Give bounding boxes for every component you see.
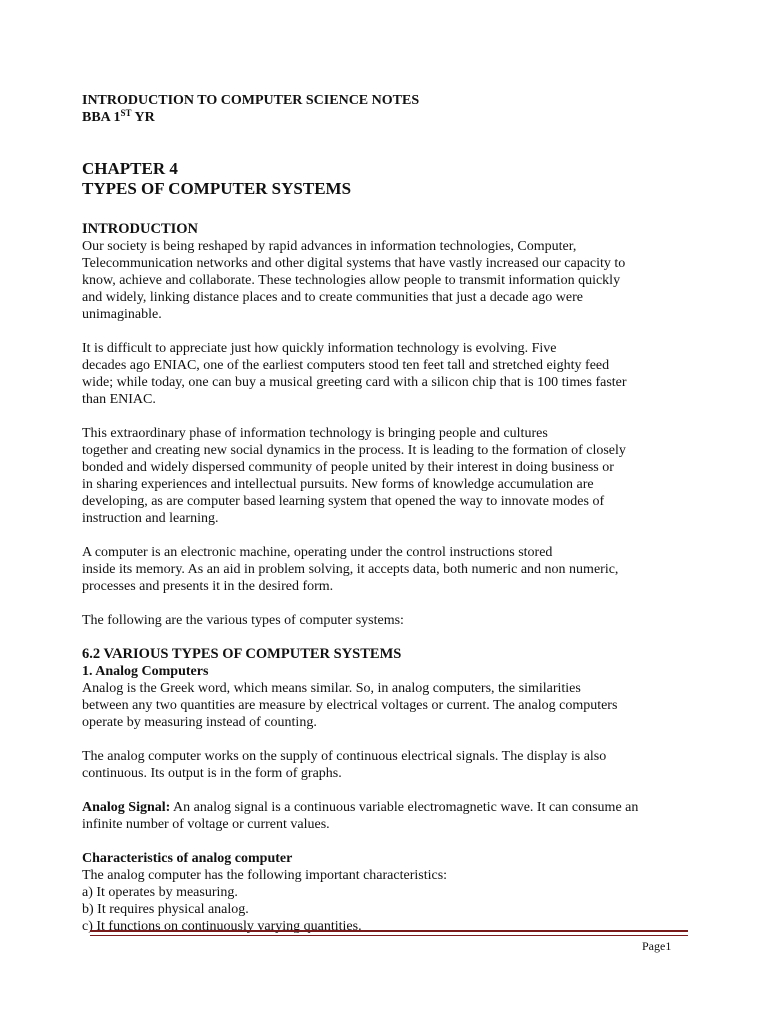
- text-line: instruction and learning.: [82, 511, 219, 526]
- text-line: together and creating new social dynamics in the process. It is leading to the formation of closely: [82, 443, 626, 458]
- text-line: than ENIAC.: [82, 392, 156, 407]
- list-item: c) It functions on continuously varying quantities.: [82, 919, 362, 934]
- text-line: This extraordinary phase of information technology is bringing people and cultures: [82, 426, 548, 441]
- page-number: Page1: [642, 939, 672, 953]
- text-line: Telecommunication networks and other digital systems that have vastly increased our capacity to: [82, 256, 626, 271]
- intro-paragraph: [82, 544, 712, 595]
- chapter-title: TYPES OF COMPUTER SYSTEMS: [82, 179, 352, 198]
- intro-paragraph: [82, 340, 712, 408]
- footer-rule: [90, 930, 688, 936]
- analog-computers-heading: 1. Analog Computers: [82, 664, 209, 679]
- intro-paragraph: [82, 425, 712, 527]
- text-line: Analog is the Greek word, which means similar. So, in analog computers, the similarities: [82, 681, 581, 696]
- text-line: A computer is an electronic machine, operating under the control instructions stored: [82, 545, 553, 560]
- section-paragraph: [82, 680, 712, 731]
- text-line: between any two quantities are measure by electrical voltages or current. The analog computers: [82, 698, 618, 713]
- text-line: Our society is being reshaped by rapid advances in information technologies, Computer,: [82, 239, 577, 254]
- analog-signal-definition: [82, 799, 712, 833]
- text-line: operate by measuring instead of counting.: [82, 715, 317, 730]
- section-heading: 6.2 VARIOUS TYPES OF COMPUTER SYSTEMS: [82, 646, 402, 662]
- analog-signal-text: An analog signal is a continuous variable electromagnetic wave. It can consume an: [170, 800, 639, 815]
- text-line: and widely, linking distance places and to create communities that just a decade ago were: [82, 290, 583, 305]
- intro-paragraph: [82, 612, 712, 629]
- year-superscript: ST: [120, 108, 132, 118]
- document-header: [82, 92, 712, 126]
- page-content: [82, 92, 712, 935]
- text-line: know, achieve and collaborate. These technologies allow people to transmit information quickly: [82, 273, 621, 288]
- text-line: continuous. Its output is in the form of graphs.: [82, 766, 342, 781]
- course-year: [82, 109, 712, 126]
- characteristics-intro: The analog computer has the following important characteristics:: [82, 868, 448, 883]
- course-title: INTRODUCTION TO COMPUTER SCIENCE NOTES: [82, 93, 420, 108]
- characteristics-list: [82, 884, 712, 935]
- text-line: [82, 799, 712, 816]
- text-line: decades ago ENIAC, one of the earliest computers stood ten feet tall and stretched eighty feed: [82, 358, 610, 373]
- intro-paragraph: [82, 238, 712, 323]
- text-line: The following are the various types of computer systems:: [82, 613, 404, 628]
- analog-signal-term: Analog Signal:: [82, 800, 171, 815]
- text-line: developing, as are computer based learning system that opened the way to innovate modes of: [82, 494, 605, 509]
- characteristics-heading: Characteristics of analog computer: [82, 851, 293, 866]
- text-line: bonded and widely dispersed community of people united by their interest in doing business or: [82, 460, 614, 475]
- text-line: The analog computer works on the supply of continuous electrical signals. The display is also: [82, 749, 607, 764]
- text-line: unimaginable.: [82, 307, 162, 322]
- year-suffix: YR: [131, 110, 155, 125]
- text-line: in sharing experiences and intellectual pursuits. New forms of knowledge accumulation are: [82, 477, 594, 492]
- chapter-number: CHAPTER 4: [82, 159, 178, 178]
- list-item: a) It operates by measuring.: [82, 885, 238, 900]
- section-paragraph: [82, 748, 712, 782]
- list-item: b) It requires physical analog.: [82, 902, 249, 917]
- text-line: inside its memory. As an aid in problem solving, it accepts data, both numeric and non numeric,: [82, 562, 619, 577]
- year-prefix: BBA 1: [82, 110, 121, 125]
- text-line: infinite number of voltage or current values.: [82, 817, 330, 832]
- text-line: wide; while today, one can buy a musical greeting card with a silicon chip that is 100 times faster: [82, 375, 627, 390]
- introduction-heading: INTRODUCTION: [82, 221, 199, 237]
- text-line: It is difficult to appreciate just how quickly information technology is evolving. Five: [82, 341, 557, 356]
- text-line: processes and presents it in the desired form.: [82, 579, 334, 594]
